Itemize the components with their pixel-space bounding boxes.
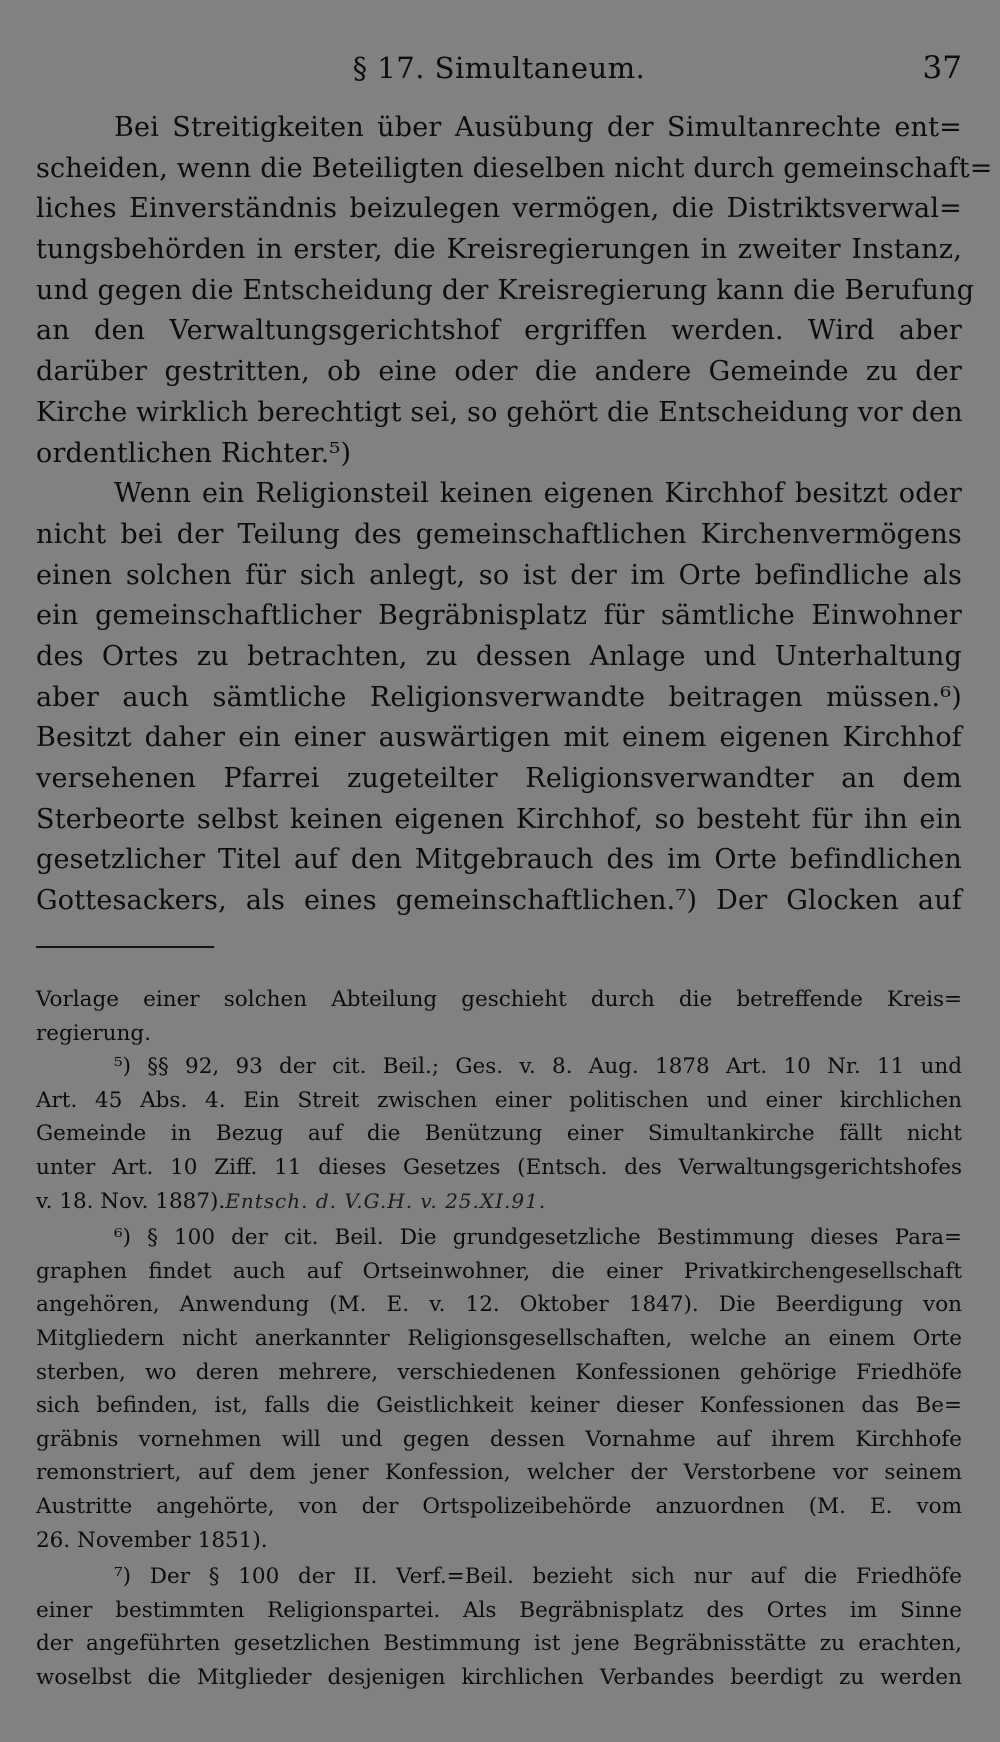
footnote-line: Gemeinde in Bezug auf die Benützung einer Simultankirche fällt nicht [36,1121,962,1147]
footnote-line: sterben, wo deren mehrere, verschiedenen Konfessionen gehörige Friedhöfe [36,1359,962,1385]
text-line: einen solchen für sich anlegt, so ist der im Orte befindliche als [36,559,962,591]
footnote-line: Vorlage einer solchen Abteilung geschieht durch die betreffende Kreis= [36,987,962,1012]
text-line: des Ortes zu betrachten, zu dessen Anlage und Unterhaltung [36,640,962,672]
footnote-line [36,1185,962,1219]
footnote-line: unter Art. 10 Ziff. 11 dieses Gesetzes (Entsch. des Verwaltungsgerichtshofes [36,1154,962,1180]
footnote-line: graphen findet auch auf Ortseinwohner, die einer Privatkirchengesellschaft [36,1258,962,1284]
text-line: und gegen die Entscheidung der Kreisregierung kann die Berufung [36,274,975,306]
footnote-line: ⁵) §§ 92, 93 der cit. Beil.; Ges. v. 8. Aug. 1878 Art. 10 Nr. 11 und [114,1054,962,1080]
text-line: Kirche wirklich berechtigt sei, so gehört die Entscheidung vor den [36,396,963,428]
handwritten-annotation: Entsch. d. V.G.H. v. 25.XI.91. [225,1188,547,1213]
text-line: aber auch sämtliche Religionsverwandte beitragen müssen.⁶) [36,681,962,713]
footnote-line: Art. 45 Abs. 4. Ein Streit zwischen einer politischen und einer kirchlichen [36,1087,962,1113]
footnote-line: einer bestimmten Religionspartei. Als Begräbnisplatz des Ortes im Sinne [36,1597,962,1623]
text-line: an den Verwaltungsgerichtshof ergriffen werden. Wird aber [36,315,962,347]
text-line: Wenn ein Religionsteil keinen eigenen Kirchhof besitzt oder [114,478,962,510]
main-text [36,108,993,922]
text-line: ein gemeinschaftlicher Begräbnisplatz für sämtliche Einwohner [36,600,962,632]
footnote-line: ⁶) § 100 der cit. Beil. Die grundgesetzliche Bestimmung dieses Para= [114,1225,962,1251]
running-head [36,46,962,90]
text-line: nicht bei der Teilung des gemeinschaftlichen Kirchenvermögens [36,518,962,550]
text-line: versehenen Pfarrei zugeteilter Religionsverwandter an dem [36,763,962,794]
footnote-line: sich befinden, ist, falls die Geistlichkeit keiner dieser Konfessionen das Be= [36,1393,962,1419]
text-line: ordentlichen Richter.⁵) [36,437,352,469]
footnote-line: Mitgliedern nicht anerkannter Religionsgesellschaften, welche an einem Orte [36,1325,962,1351]
text-line: darüber gestritten, ob eine oder die andere Gemeinde zu der [36,356,962,388]
footnote-line: 26. November 1851). [36,1527,268,1553]
text-line: Gottesackers, als eines gemeinschaftlichen.⁷) Der Glocken auf [36,885,962,917]
text-line: liches Einverständnis beizulegen vermögen, die Distriktsverwal= [36,193,962,225]
footnote-line: regierung. [36,1020,151,1046]
page-number: 37 [922,50,962,86]
footnote-line: remonstriert, auf dem jener Konfession, welcher der Verstorbene vor seinem [36,1460,962,1486]
text-line: scheiden, wenn die Beteiligten dieselben nicht durch gemeinschaft= [36,152,993,184]
footnote-line: angehören, Anwendung (M. E. v. 12. Oktober 1847). Die Beerdigung von [36,1292,962,1318]
footnote-line: der angeführten gesetzlichen Bestimmung ist jene Begräbnisstätte zu erachten, [36,1631,962,1657]
footnotes [36,983,962,1694]
footnote-line: Austritte angehörte, von der Ortspolizeibehörde anzuordnen (M. E. vom [36,1493,962,1519]
text-line: Besitzt daher ein einer auswärtigen mit einem eigenen Kirchhof [36,722,962,754]
footnote-rule [36,946,214,948]
running-title: § 17. Simultaneum. [352,51,646,85]
footnote-line: woselbst die Mitglieder desjenigen kirchlichen Verbandes beerdigt zu werden [36,1664,962,1690]
text-line: tungsbehörden in erster, die Kreisregierungen in zweiter Instanz, [36,234,962,266]
footnote-line: ⁷) Der § 100 der II. Verf.=Beil. bezieht sich nur auf die Friedhöfe [114,1564,962,1590]
text-line: Bei Streitigkeiten über Ausübung der Simultanrechte ent= [114,112,962,143]
footnote-line: gräbnis vornehmen will und gegen dessen Vornahme auf ihrem Kirchhofe [36,1426,962,1452]
footnote-line-text: v. 18. Nov. 1887). [36,1188,226,1214]
text-line: Sterbeorte selbst keinen eigenen Kirchhof, so besteht für ihn ein [36,803,962,835]
text-line: gesetzlicher Titel auf den Mitgebrauch des im Orte befindlichen [36,844,962,876]
